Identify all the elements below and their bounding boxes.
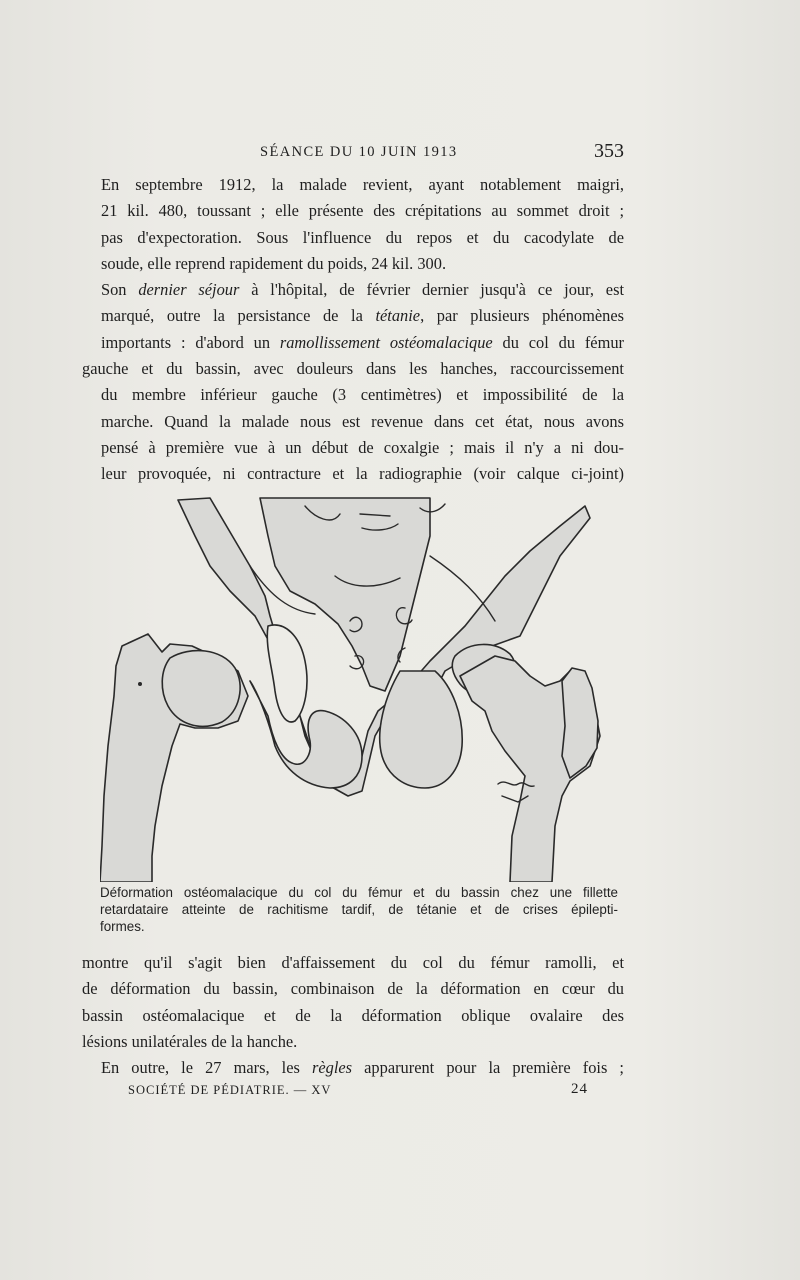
- left-obturator-shape: [267, 625, 307, 722]
- paragraph-1: [82, 172, 624, 277]
- italic-phrase: dernier séjour: [138, 280, 240, 300]
- pelvis-drawing: [100, 496, 615, 882]
- page-header: [82, 140, 624, 170]
- text-line: bassin ostéomalacique et de la déformation oblique ovalaire des: [82, 1005, 624, 1025]
- right-trochanter: [562, 668, 598, 778]
- text-line: [82, 330, 624, 356]
- text-line: gauche et du bassin, avec douleurs dans les hanches, raccourcissement: [82, 359, 624, 379]
- paragraph-3: [82, 950, 624, 1055]
- top-text-block: [82, 172, 624, 488]
- caption-line: Déformation ostéomalacique du col du fémur et du bassin chez une fillette: [100, 885, 618, 900]
- text-line: [82, 303, 624, 329]
- running-title: SÉANCE DU 10 JUIN 1913: [260, 144, 458, 160]
- caption-line: formes.: [100, 919, 145, 934]
- text-line: En septembre 1912, la malade revient, ayant notablement maigri,: [101, 175, 624, 194]
- text-line: de déformation du bassin, combinaison de la déformation en cœur du: [82, 979, 624, 999]
- text-run: à l'hôpital, de février dernier jusqu'à ce jour, est: [239, 280, 625, 300]
- page-footer: [128, 1083, 588, 1103]
- pelvis-figure: [100, 496, 615, 882]
- text-line: montre qu'il s'agit bien d'affaissement du col du fémur ramolli, et: [82, 953, 624, 972]
- footer-journal: SOCIÉTÉ DE PÉDIATRIE. — XV: [128, 1083, 332, 1097]
- caption-line: retardataire atteinte de rachitisme tardif, de tétanie et de crises épilepti-: [100, 902, 618, 917]
- text-run: Son: [101, 280, 139, 300]
- text-line: du membre inférieur gauche (3 centimètres) et impossibilité de la: [101, 385, 624, 405]
- text-line: leur provoquée, ni contracture et la radiographie (voir calque ci-joint): [101, 464, 624, 484]
- text-run: , par plusieurs phénomènes: [420, 306, 624, 326]
- figure-caption: [100, 884, 618, 935]
- right-ischium-shape: [380, 671, 462, 788]
- text-run: du col du fémur: [492, 332, 624, 352]
- text-line: soude, elle reprend rapidement du poids, 24 kil. 300.: [101, 253, 447, 273]
- text-run: importants : d'abord un: [101, 332, 280, 352]
- text-run: marqué, outre la persistance de la: [101, 306, 376, 326]
- text-line: pas d'expectoration. Sous l'influence du repos et du cacodylate de: [101, 227, 624, 247]
- italic-phrase: ramollissement ostéomalacique: [279, 332, 493, 352]
- paragraph-4: [82, 1055, 624, 1081]
- text-line: [82, 1055, 624, 1081]
- text-line: pensé à première vue à un début de coxalgie ; mais il n'y a ni dou-: [101, 437, 624, 457]
- text-run: En outre, le 27 mars, les: [101, 1058, 312, 1078]
- page-number: 353: [594, 140, 624, 162]
- bottom-text-block: [82, 950, 624, 1081]
- bone-dot: [138, 682, 142, 686]
- text-line: [82, 277, 624, 303]
- italic-phrase: tétanie: [375, 306, 421, 326]
- text-line: marche. Quand la malade nous est revenue dans cet état, nous avons: [101, 411, 624, 431]
- text-run: apparurent pour la première fois ;: [352, 1058, 624, 1078]
- text-line: 21 kil. 480, toussant ; elle présente des crépitations au sommet droit ;: [101, 201, 624, 221]
- text-line: lésions unilatérales de la hanche.: [82, 1031, 298, 1051]
- footer-signature: 24: [571, 1081, 588, 1097]
- italic-phrase: règles: [311, 1058, 353, 1078]
- left-femoral-head: [162, 651, 240, 727]
- paragraph-2: [82, 277, 624, 487]
